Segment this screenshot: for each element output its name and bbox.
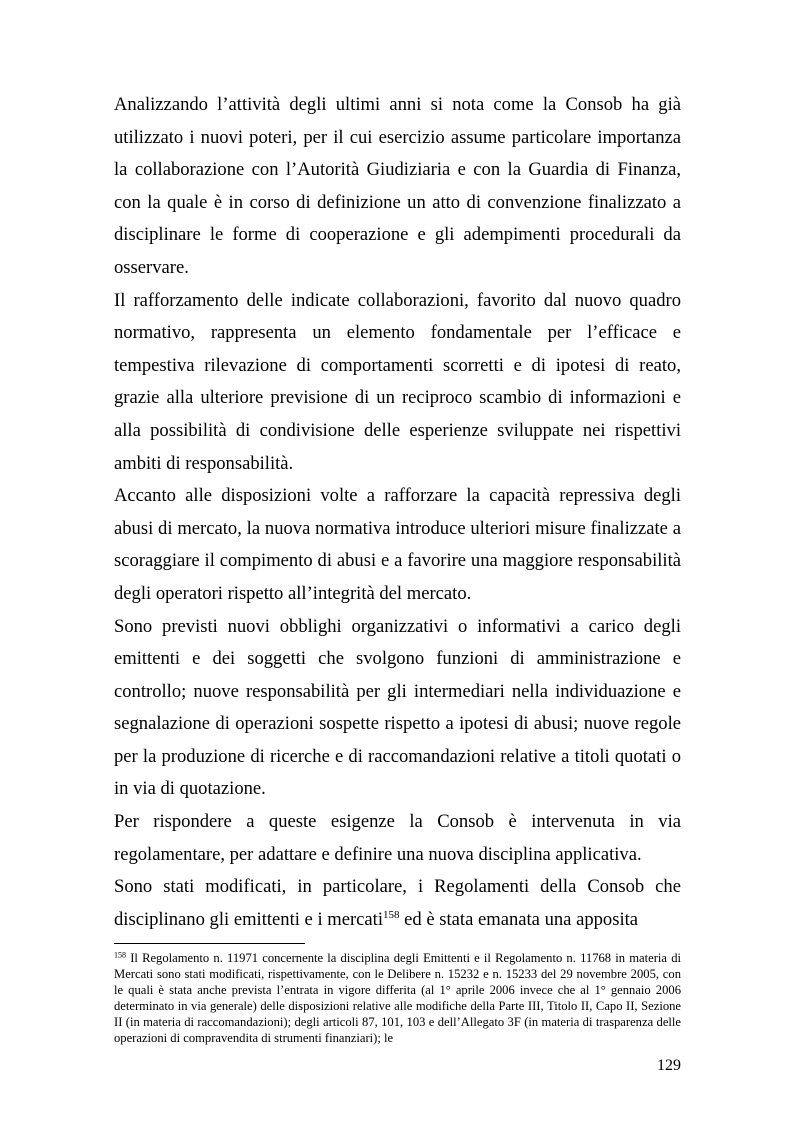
paragraph: Il rafforzamento delle indicate collaborazioni, favorito dal nuovo quadro normativo, rappresenta un elemento fondamentale per l’efficace e tempestiva rilevazione di comportamenti scorretti e di ipotesi di reato, grazie alla ulteriore previsione di un reciproco scambio di informazioni e alla possibilità di condivisione delle esperienze sviluppate nei rispettivi ambiti di responsabilità. [114, 289, 681, 474]
page-number: 129 [657, 1057, 681, 1074]
footnote-text: Il Regolamento n. 11971 concernente la disciplina degli Emittenti e il Regolamento n. 11768 in materia di Mercati sono stati modificati, rispettivamente, con le Delibere n. 15232 e n. 15233 del 29 novembre 2005, con le quali è stata anche prevista l’entrata in vigore differita (al 1° aprile 2006 invece che al 1° gennaio 2006 determinato in via generale) delle disposizioni relative alle modifiche della Parte III, Titolo II, Capo II, Sezione II (in materia di raccomandazioni); degli articoli 87, 101, 103 e dell’Allegato 3F (in materia di trasparenza delle operazioni di compravendita di strumenti finanziari); le [114, 951, 681, 1045]
paragraph-text: Sono stati modificati, in particolare, i Regolamenti della Consob che disciplinano gli emittenti e i mercati [114, 876, 681, 930]
main-text [114, 89, 681, 936]
paragraph: Accanto alle disposizioni volte a rafforzare la capacità repressiva degli abusi di mercato, la nuova normativa introduce ulteriori misure finalizzate a scoraggiare il compimento di abusi e a favorire una maggiore responsabilità degli operatori rispetto all’integrità del mercato. [114, 485, 681, 604]
footnote-number: 158 [114, 950, 126, 960]
paragraph-with-footnote-ref [114, 871, 681, 936]
footnote [114, 951, 681, 1046]
paragraph: Sono previsti nuovi obblighi organizzativi o informativi a carico degli emittenti e dei soggetti che svolgono funzioni di amministrazione e controllo; nuove responsabilità per gli intermediari nella individuazione e segnalazione di operazioni sospette rispetto a ipotesi di abusi; nuove regole per la produzione di ricerche e di raccomandazioni relative a titoli quotati o in via di quotazione. [114, 615, 681, 800]
footnote-reference[interactable]: 158 [383, 909, 400, 922]
paragraph-text-continued: ed è stata emanata una apposita [399, 908, 639, 930]
paragraph: Per rispondere a queste esigenze la Consob è intervenuta in via regolamentare, per adattare e definire una nuova disciplina applicativa. [114, 811, 681, 865]
footnote-separator [114, 943, 305, 944]
paragraph: Analizzando l’attività degli ultimi anni si nota come la Consob ha già utilizzato i nuovi poteri, per il cui esercizio assume particolare importanza la collaborazione con l’Autorità Giudiziaria e con la Guardia di Finanza, con la quale è in corso di definizione un atto di convenzione finalizzato a disciplinare le forme di cooperazione e gli adempimenti procedurali da osservare. [114, 94, 681, 278]
